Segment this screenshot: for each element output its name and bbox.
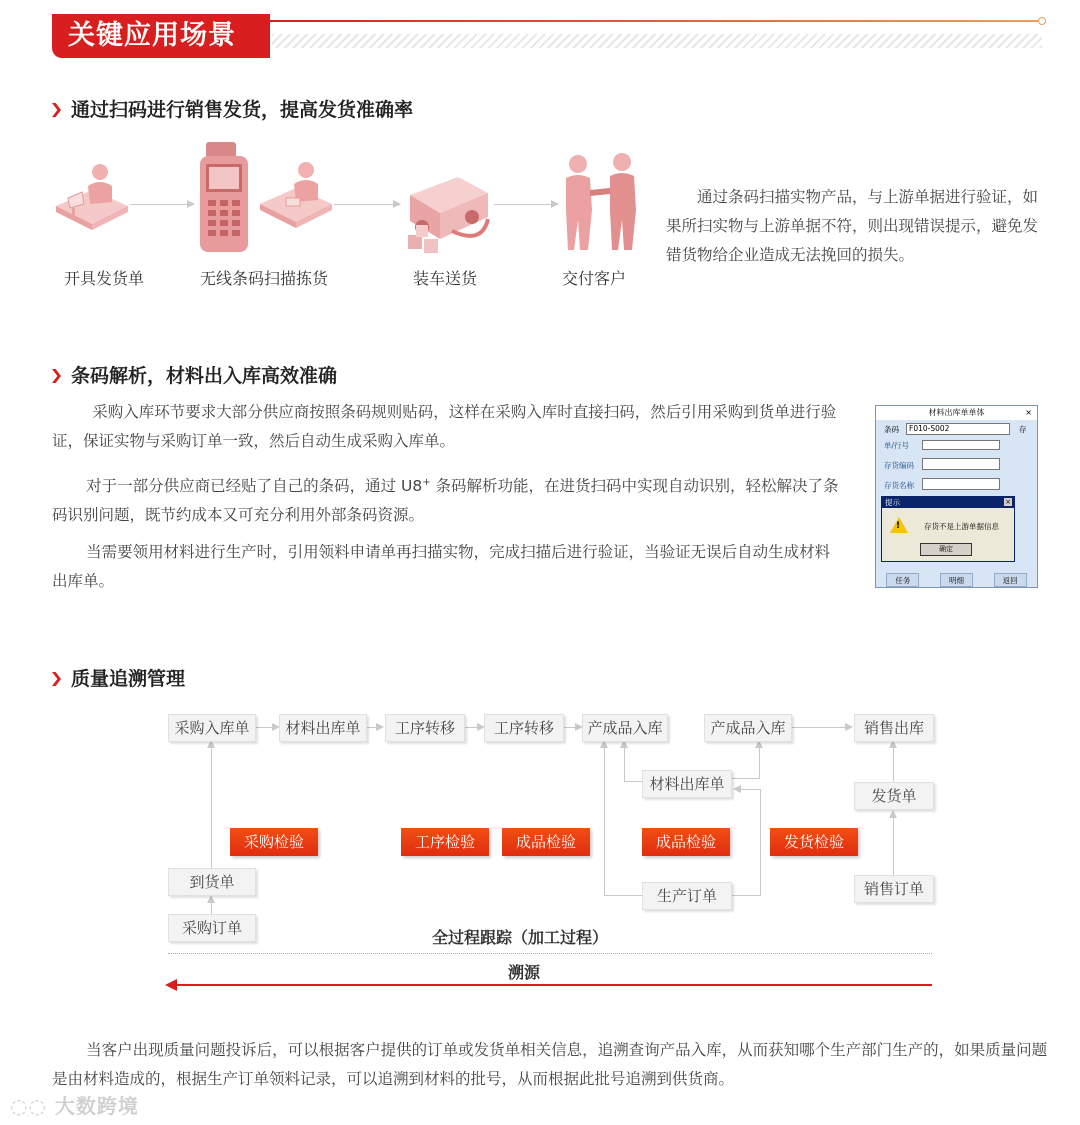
- picker-desk-icon: [256, 158, 334, 236]
- section1-description: 通过条码扫描实物产品，与上游单据进行验证，如果所扫实物与上游单据不符，则出现错误提示，避免发错货物给企业造成无法挽回的损失。: [666, 188, 1039, 264]
- node-product-in-2: 产成品入库: [704, 714, 792, 742]
- alert-titlebar: 提示 ×: [882, 497, 1014, 508]
- delivery-truck-icon: [402, 165, 494, 257]
- flow-arrow: [130, 204, 194, 205]
- row-line-label: 单/行号: [884, 441, 910, 450]
- row-line-input[interactable]: [922, 440, 1000, 450]
- inspection-delivery: 发货检验: [770, 828, 858, 856]
- connector: [731, 778, 759, 779]
- step-label-wireless-scan-picking: 无线条码扫描拣货: [200, 269, 329, 288]
- section-heading-barcode-parsing: 条码解析，材料出入库高效准确: [52, 361, 337, 388]
- alert-dialog: [881, 496, 1015, 562]
- node-material-out-mid: 材料出库单: [642, 770, 732, 798]
- node-delivery-note: 发货单: [854, 782, 934, 810]
- close-icon[interactable]: ×: [1025, 408, 1032, 417]
- node-product-in-1: 产成品入库: [582, 714, 668, 742]
- trace-back-caption: 溯源: [508, 963, 541, 982]
- connector: [604, 746, 605, 896]
- arrow-right-icon: [845, 723, 853, 731]
- watermark-logo: ◌◌ 大数跨境: [10, 1094, 139, 1118]
- banner-rule: [270, 20, 1040, 22]
- connector: [624, 746, 625, 781]
- section-heading-sales-delivery: 通过扫码进行销售发货，提高发货准确率: [52, 95, 413, 122]
- detail-button[interactable]: 明细: [940, 573, 973, 587]
- barcode-scanner-icon: [196, 142, 252, 254]
- node-sales-order: 销售订单: [854, 875, 934, 903]
- step-label-load-deliver: 装车送货: [413, 269, 478, 288]
- connector: [759, 746, 760, 779]
- barcode-label: 条码: [884, 425, 899, 434]
- step-label-issue-delivery-note: 开具发货单: [64, 269, 145, 288]
- node-purchase-in: 采购入库单: [168, 714, 256, 742]
- section2-paragraph-3: 当需要领用材料进行生产时，引用领料申请单再扫描实物，完成扫描后进行验证，当验证无误后自动生成材料出库单。: [52, 543, 831, 590]
- arrow-right-icon: [376, 723, 384, 731]
- connector: [760, 789, 761, 896]
- return-button[interactable]: 返回: [994, 573, 1027, 587]
- watermark-icon: ◌◌: [10, 1094, 55, 1118]
- stock-code-label: 存货编码: [884, 461, 914, 470]
- node-purchase-order: 采购订单: [168, 914, 256, 942]
- material-out-dialog-screenshot: [875, 405, 1038, 588]
- ok-button[interactable]: 确定: [920, 543, 972, 556]
- connector: [740, 789, 760, 790]
- barcode-input[interactable]: F010-S002: [906, 423, 1010, 435]
- section2-paragraph-2: 对于一部分供应商已经贴了自己的条码，通过 U8+ 条码解析功能，在进货扫码中实现自动识别，轻松解决了条码识别问题，既节约成本又可充分利用外部条码资源。: [52, 477, 839, 525]
- warning-exclamation: !: [896, 521, 901, 531]
- stock-code-input[interactable]: [922, 458, 1000, 470]
- banner-hatch-decoration: [272, 34, 1042, 48]
- chevron-right-icon: [52, 369, 61, 383]
- node-sales-out: 销售出库: [854, 714, 934, 742]
- node-process-move-1: 工序转移: [385, 714, 465, 742]
- alert-close-icon[interactable]: ×: [1005, 498, 1011, 506]
- flow-arrow: [494, 204, 558, 205]
- chevron-right-icon: [52, 103, 61, 117]
- inspection-purchase: 采购检验: [230, 828, 318, 856]
- connector: [604, 895, 642, 896]
- arrow-left-icon: [733, 785, 741, 793]
- handshake-customers-icon: [562, 150, 638, 254]
- section2-paragraph-1: 采购入库环节要求大部分供应商按照条码规则贴码，这样在采购入库时直接扫码，然后引用采购到货单进行验证，保证实物与采购订单一致，然后自动生成采购入库单。: [52, 403, 837, 450]
- section3-description: 当客户出现质量问题投诉后，可以根据客户提供的订单或发货单相关信息，追溯查询产品入库，从而获知哪个生产部门生产的，如果质量问题是由材料造成的，根据生产订单领料记录，可以追溯到材料的批号，从而根据此批号追溯到供货商。: [52, 1041, 1048, 1088]
- dialog-titlebar: 材料出库单单体 ×: [876, 406, 1037, 420]
- stock-name-label: 存货名称: [884, 481, 914, 490]
- dotted-divider: [168, 953, 932, 954]
- node-process-move-2: 工序转移: [484, 714, 564, 742]
- banner-rule-end-dot: [1038, 17, 1046, 25]
- chevron-right-icon: [52, 672, 61, 686]
- dialog-bottom-toolbar: [876, 573, 1037, 587]
- step-label-hand-over: 交付客户: [562, 269, 627, 288]
- node-production-order: 生产订单: [642, 882, 732, 910]
- node-material-out: 材料出库单: [279, 714, 367, 742]
- flow-arrow: [334, 204, 400, 205]
- connector: [893, 746, 894, 782]
- connector: [211, 746, 212, 868]
- trace-arrow-line: [176, 984, 932, 986]
- section-heading-quality-trace: 质量追溯管理: [52, 664, 185, 691]
- arrow-up-icon: [889, 810, 897, 818]
- arrow-up-icon: [207, 895, 215, 903]
- connector: [732, 895, 760, 896]
- inspection-product-2: 成品检验: [642, 828, 730, 856]
- connector: [624, 781, 642, 782]
- task-button[interactable]: 任务: [886, 573, 919, 587]
- save-button[interactable]: 存: [1019, 425, 1027, 434]
- clerk-desk-icon: [52, 158, 130, 236]
- page-title-banner: 关键应用场景: [52, 14, 270, 58]
- connector: [791, 727, 849, 728]
- full-process-tracking-caption: 全过程跟踪（加工过程）: [432, 928, 609, 947]
- inspection-product-1: 成品检验: [502, 828, 590, 856]
- connector: [893, 815, 894, 875]
- node-arrival-note: 到货单: [168, 868, 256, 896]
- arrow-left-icon: [165, 979, 177, 991]
- stock-name-input[interactable]: [922, 478, 1000, 490]
- alert-message: 存货不是上游单据信息: [924, 522, 999, 531]
- inspection-process: 工序检验: [401, 828, 489, 856]
